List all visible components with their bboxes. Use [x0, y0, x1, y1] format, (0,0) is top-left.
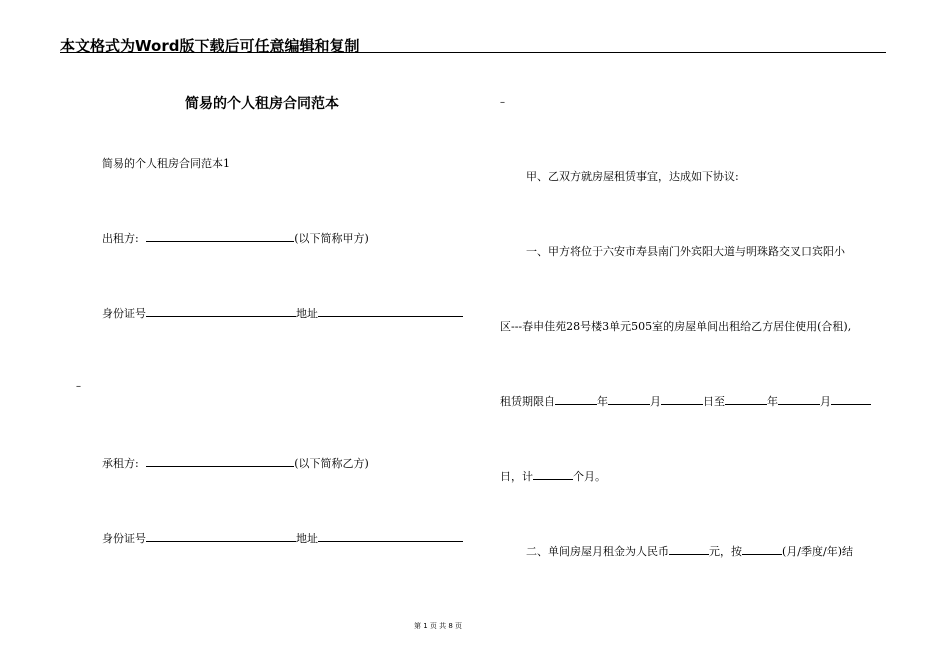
lessor-id-label: 身份证号 — [102, 307, 146, 320]
lease-total-label: 日，计 — [500, 470, 533, 483]
contract-subtitle: 简易的个人租房合同范本1 — [102, 157, 230, 170]
clause-one-line-2: 区---春申佳苑28号楼3单元505室的房屋单间出租给乙方居住使用(合租), — [500, 320, 852, 333]
payment-period-blank[interactable] — [742, 544, 782, 555]
lease-term-line — [500, 393, 871, 409]
payment-period-options: (月/季度/年)结 — [782, 545, 853, 558]
header-divider — [60, 52, 886, 53]
lessor-name-blank[interactable] — [146, 231, 294, 242]
lessor-id-line — [102, 305, 463, 321]
left-dash-mark: – — [76, 381, 81, 392]
start-month-label: 月 — [650, 395, 661, 408]
end-day-blank[interactable] — [831, 394, 871, 405]
end-month-label: 月 — [820, 395, 831, 408]
lessee-id-label: 身份证号 — [102, 532, 146, 545]
rent-amount-blank[interactable] — [669, 544, 709, 555]
lessor-address-blank[interactable] — [318, 306, 463, 317]
lessee-line — [102, 455, 369, 471]
start-month-blank[interactable] — [608, 394, 650, 405]
agreement-intro: 甲、乙双方就房屋租赁事宜，达成如下协议: — [526, 170, 739, 183]
lease-term-label: 租赁期限自 — [500, 395, 555, 408]
rent-unit-label: 元，按 — [709, 545, 742, 558]
lessor-id-blank[interactable] — [146, 306, 296, 317]
end-year-label: 年 — [767, 395, 778, 408]
end-month-blank[interactable] — [778, 394, 820, 405]
lessee-id-blank[interactable] — [146, 531, 296, 542]
lessor-address-label: 地址 — [296, 307, 318, 320]
right-dash-mark: – — [500, 97, 505, 108]
lease-total-line — [500, 468, 606, 484]
document-header: 本文格式为Word版下载后可任意编辑和复制 — [60, 37, 360, 55]
months-label: 个月。 — [573, 470, 606, 483]
start-day-label: 日至 — [703, 395, 725, 408]
lessor-label: 出租方: — [102, 232, 139, 245]
start-year-label: 年 — [597, 395, 608, 408]
start-year-blank[interactable] — [555, 394, 597, 405]
lessee-id-line — [102, 530, 463, 546]
total-months-blank[interactable] — [533, 469, 573, 480]
lessee-suffix: (以下简称乙方) — [294, 457, 369, 470]
lessee-address-blank[interactable] — [318, 531, 463, 542]
lessor-line — [102, 230, 369, 246]
rent-label: 二、单间房屋月租金为人民币 — [526, 545, 669, 558]
lessor-suffix: (以下简称甲方) — [294, 232, 369, 245]
clause-one-line-1: 一、甲方将位于六安市寿县南门外宾阳大道与明珠路交叉口宾阳小 — [526, 245, 845, 258]
start-day-blank[interactable] — [661, 394, 703, 405]
end-year-blank[interactable] — [725, 394, 767, 405]
lessee-label: 承租方: — [102, 457, 139, 470]
lessee-name-blank[interactable] — [146, 456, 294, 467]
clause-two-line — [526, 543, 853, 559]
document-title: 简易的个人租房合同范本 — [185, 96, 339, 112]
page-number: 第 1 页 共 8 页 — [414, 622, 463, 630]
lessee-address-label: 地址 — [296, 532, 318, 545]
